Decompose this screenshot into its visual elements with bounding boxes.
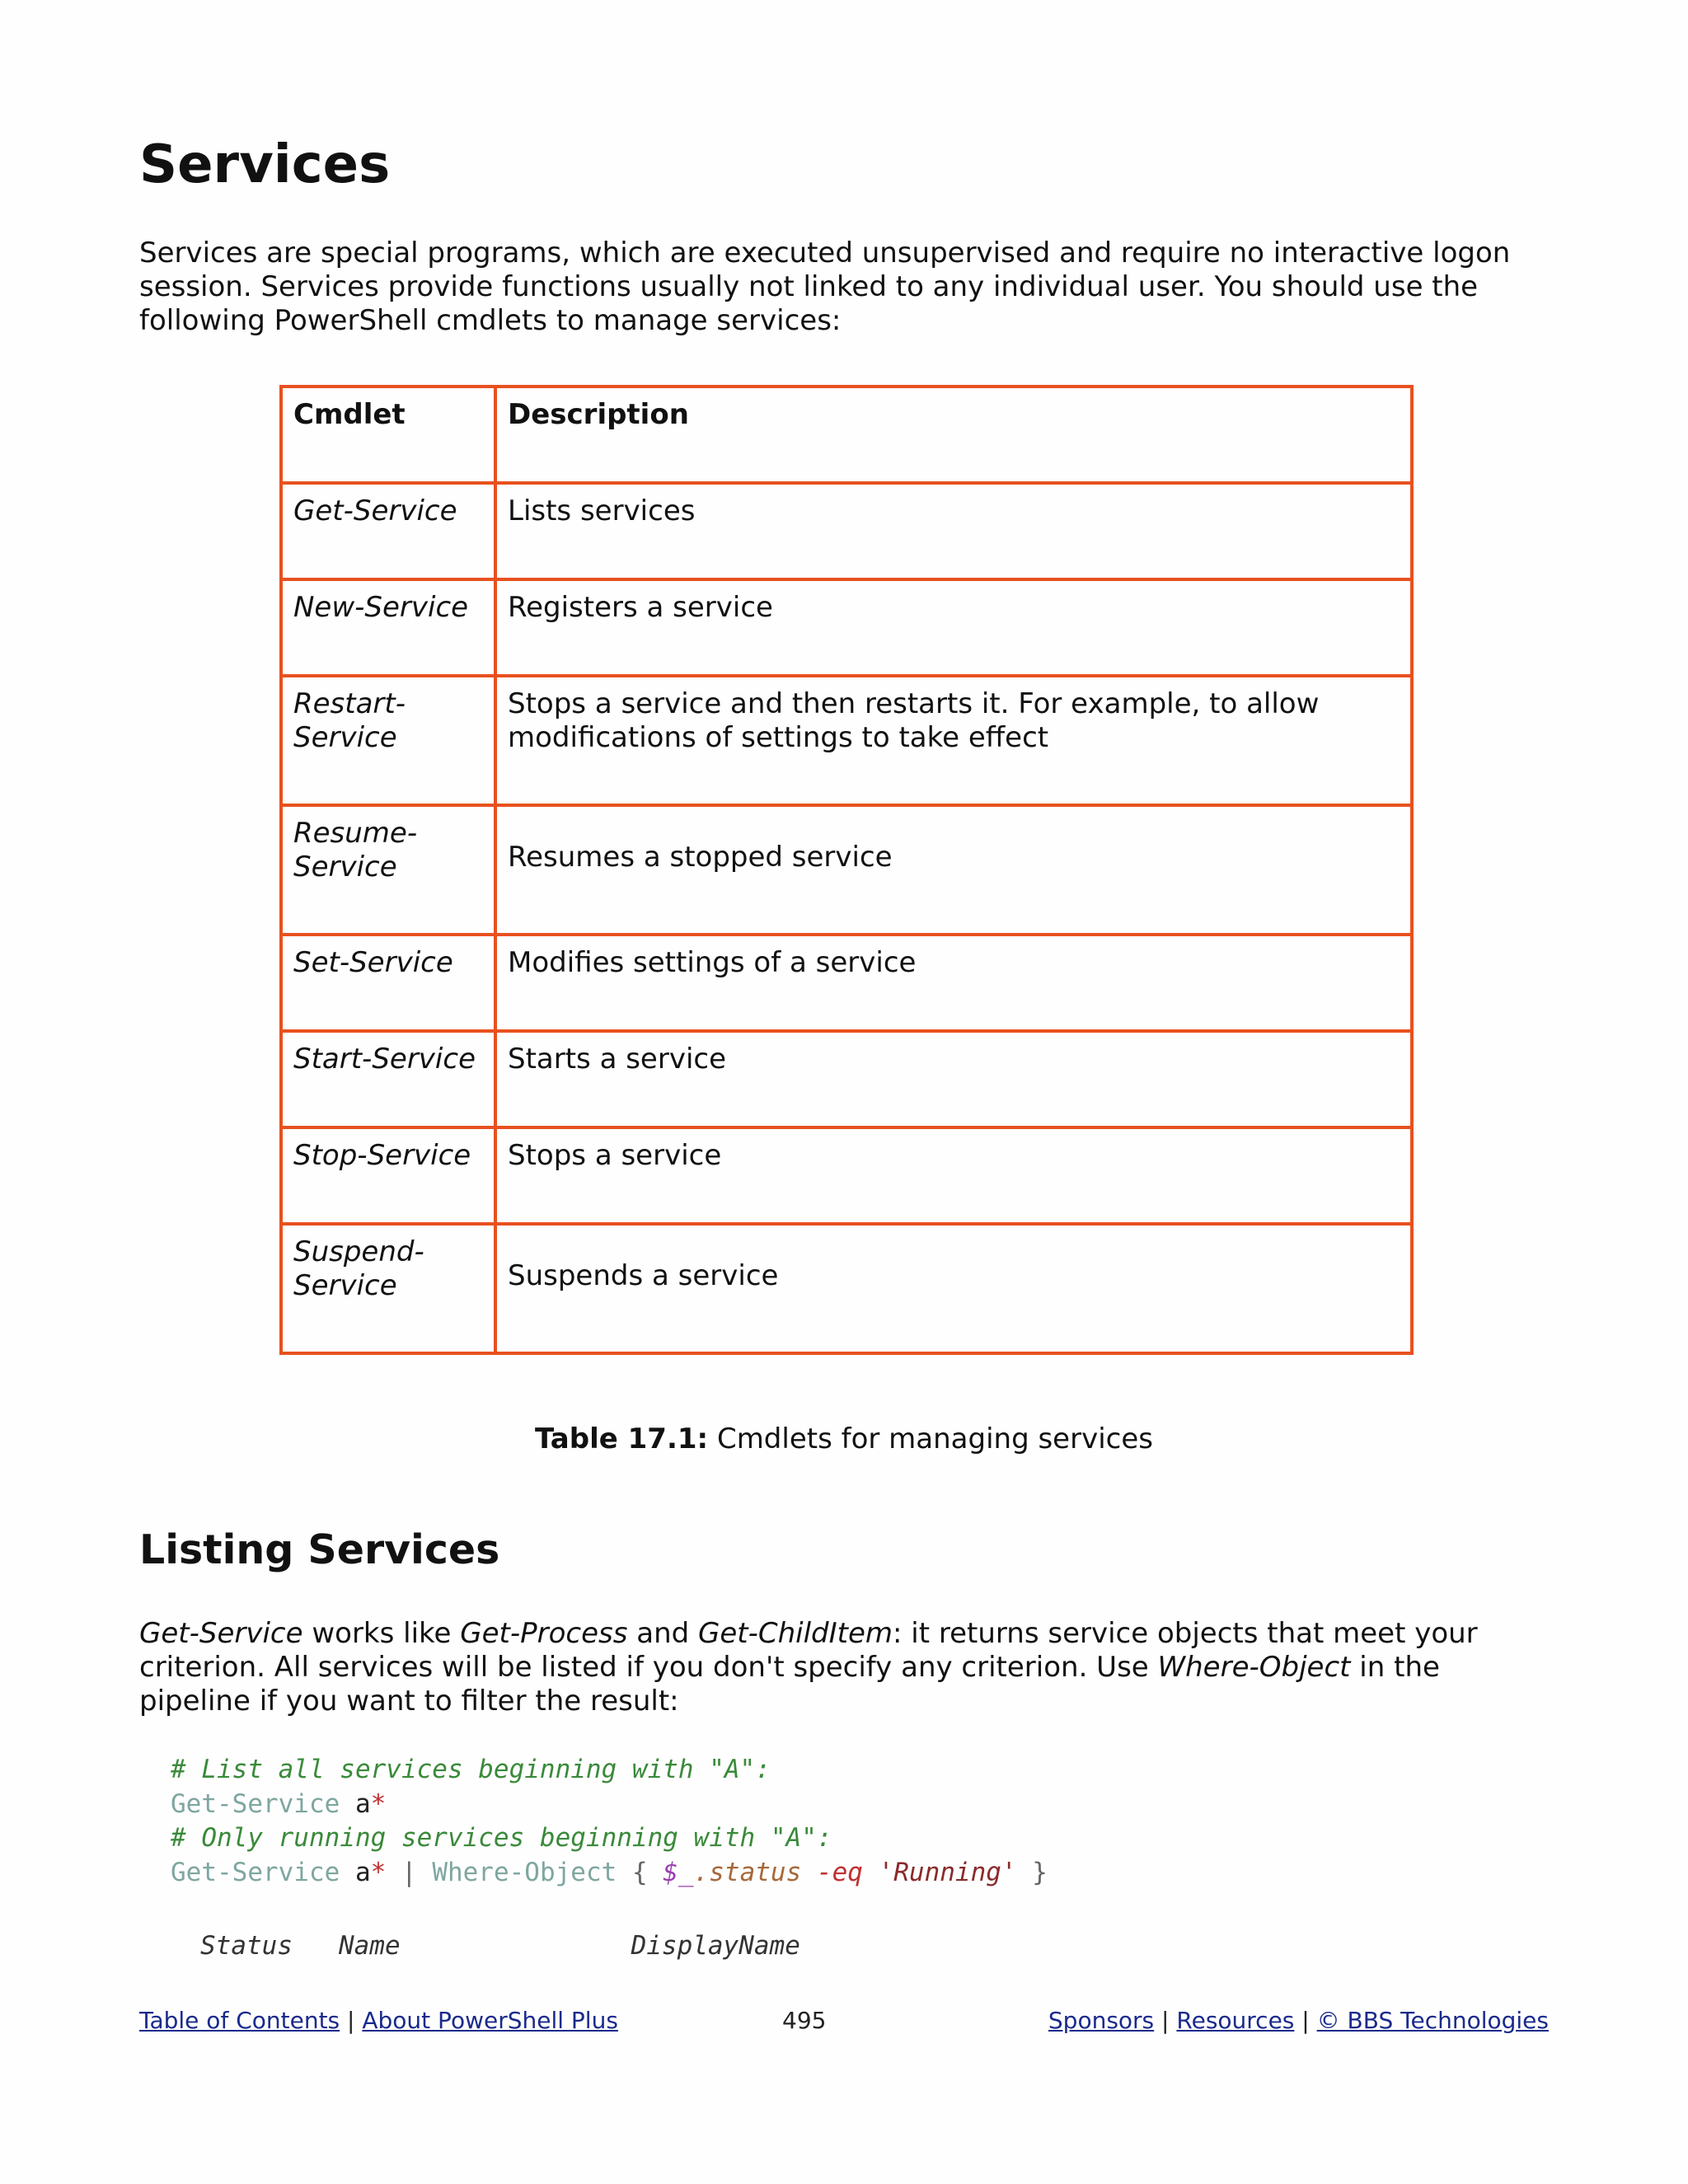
- copyright-link[interactable]: © BBS Technologies: [1316, 2007, 1549, 2034]
- footer-separator: |: [340, 2007, 363, 2034]
- about-link[interactable]: About PowerShell Plus: [362, 2007, 618, 2034]
- footer-left: [139, 2004, 618, 2038]
- cmdlet-ref: Get-Process: [460, 1617, 628, 1650]
- cmdlet-cell: Stop-Service: [281, 1127, 495, 1224]
- code-pipe: |: [386, 1857, 433, 1887]
- description-cell: Modifies settings of a service: [495, 935, 1412, 1031]
- code-block: [171, 1753, 1048, 1890]
- cmdlet-ref: Where-Object: [1157, 1651, 1351, 1684]
- page-number: 495: [782, 2007, 827, 2034]
- paragraph-text: works like: [302, 1617, 461, 1650]
- code-comment: # Only running services beginning with "A":: [171, 1823, 832, 1853]
- table-row: [281, 935, 1412, 1031]
- cmdlet-ref: Get-Service: [139, 1617, 303, 1650]
- sponsors-link[interactable]: Sponsors: [1048, 2007, 1155, 2034]
- table-row: [281, 483, 1412, 579]
- table-caption: [0, 1422, 1688, 1456]
- code-arg: a: [340, 1788, 371, 1819]
- toc-link[interactable]: Table of Contents: [139, 2007, 340, 2034]
- footer-right: [1048, 2004, 1549, 2038]
- cmdlet-cell: Set-Service: [281, 935, 495, 1031]
- page-title: Services: [139, 134, 391, 195]
- cmdlet-cell: Resume-Service: [281, 805, 495, 935]
- footer-separator: |: [1294, 2007, 1317, 2034]
- table-row: [281, 1127, 1412, 1224]
- cmdlet-cell: Get-Service: [281, 483, 495, 579]
- cmdlet-cell: Suspend-Service: [281, 1224, 495, 1353]
- description-cell: Suspends a service: [495, 1224, 1412, 1353]
- code-cmdlet: Where-Object: [432, 1857, 617, 1887]
- table-header-row: [281, 387, 1412, 483]
- code-cmdlet: Get-Service: [171, 1788, 340, 1819]
- resources-link[interactable]: Resources: [1176, 2007, 1295, 2034]
- code-variable: $_: [663, 1857, 694, 1887]
- table-row: [281, 676, 1412, 805]
- header-description: Description: [495, 387, 1412, 483]
- code-wildcard: *: [370, 1857, 387, 1887]
- description-cell: Lists services: [495, 483, 1412, 579]
- code-brace: }: [1016, 1857, 1048, 1887]
- code-string: 'Running': [862, 1857, 1017, 1887]
- code-arg: a: [340, 1857, 371, 1887]
- table-row: [281, 1031, 1412, 1127]
- code-comment: # List all services beginning with "A":: [171, 1755, 771, 1784]
- section-paragraph: [139, 1617, 1557, 1718]
- description-cell: Starts a service: [495, 1031, 1412, 1127]
- description-cell: Stops a service: [495, 1127, 1412, 1224]
- caption-text: Cmdlets for managing services: [708, 1422, 1153, 1455]
- cmdlet-cell: New-Service: [281, 579, 495, 676]
- code-operator: -eq: [801, 1857, 863, 1887]
- description-cell: Resumes a stopped service: [495, 805, 1412, 935]
- code-wildcard: *: [370, 1788, 387, 1819]
- page-footer: [139, 2004, 1549, 2038]
- paragraph-text: and: [627, 1617, 699, 1650]
- code-brace: {: [617, 1857, 663, 1887]
- caption-label: Table 17.1:: [535, 1422, 709, 1455]
- intro-paragraph: Services are special programs, which are executed unsupervised and require no interactive logon session. Services provide functions usually not linked to any individual user. You should use the following PowerShell cmdlets to manage services:: [139, 237, 1511, 337]
- cmdlets-table: [279, 385, 1414, 1355]
- paragraph-text: in the pipeline if you want to filter the result:: [139, 1651, 1440, 1718]
- description-cell: Stops a service and then restarts it. For example, to allow modifications of settings to take effect: [495, 676, 1412, 805]
- table-row: [281, 1224, 1412, 1353]
- footer-separator: |: [1154, 2007, 1177, 2034]
- description-cell: Registers a service: [495, 579, 1412, 676]
- cmdlet-ref: Get-ChildItem: [698, 1617, 893, 1650]
- table-row: [281, 579, 1412, 676]
- section-heading: Listing Services: [139, 1526, 500, 1573]
- code-cmdlet: Get-Service: [171, 1857, 340, 1887]
- table-row: [281, 805, 1412, 935]
- paragraph-text: : it returns service objects that meet your criterion. All services will be listed if you don't specify any criterion. Use: [139, 1617, 1478, 1684]
- header-cmdlet: Cmdlet: [281, 387, 495, 483]
- code-property: .status: [693, 1857, 802, 1887]
- cmdlet-cell: Start-Service: [281, 1031, 495, 1127]
- output-header: Status Name DisplayName: [200, 1931, 800, 1961]
- cmdlet-cell: Restart-Service: [281, 676, 495, 805]
